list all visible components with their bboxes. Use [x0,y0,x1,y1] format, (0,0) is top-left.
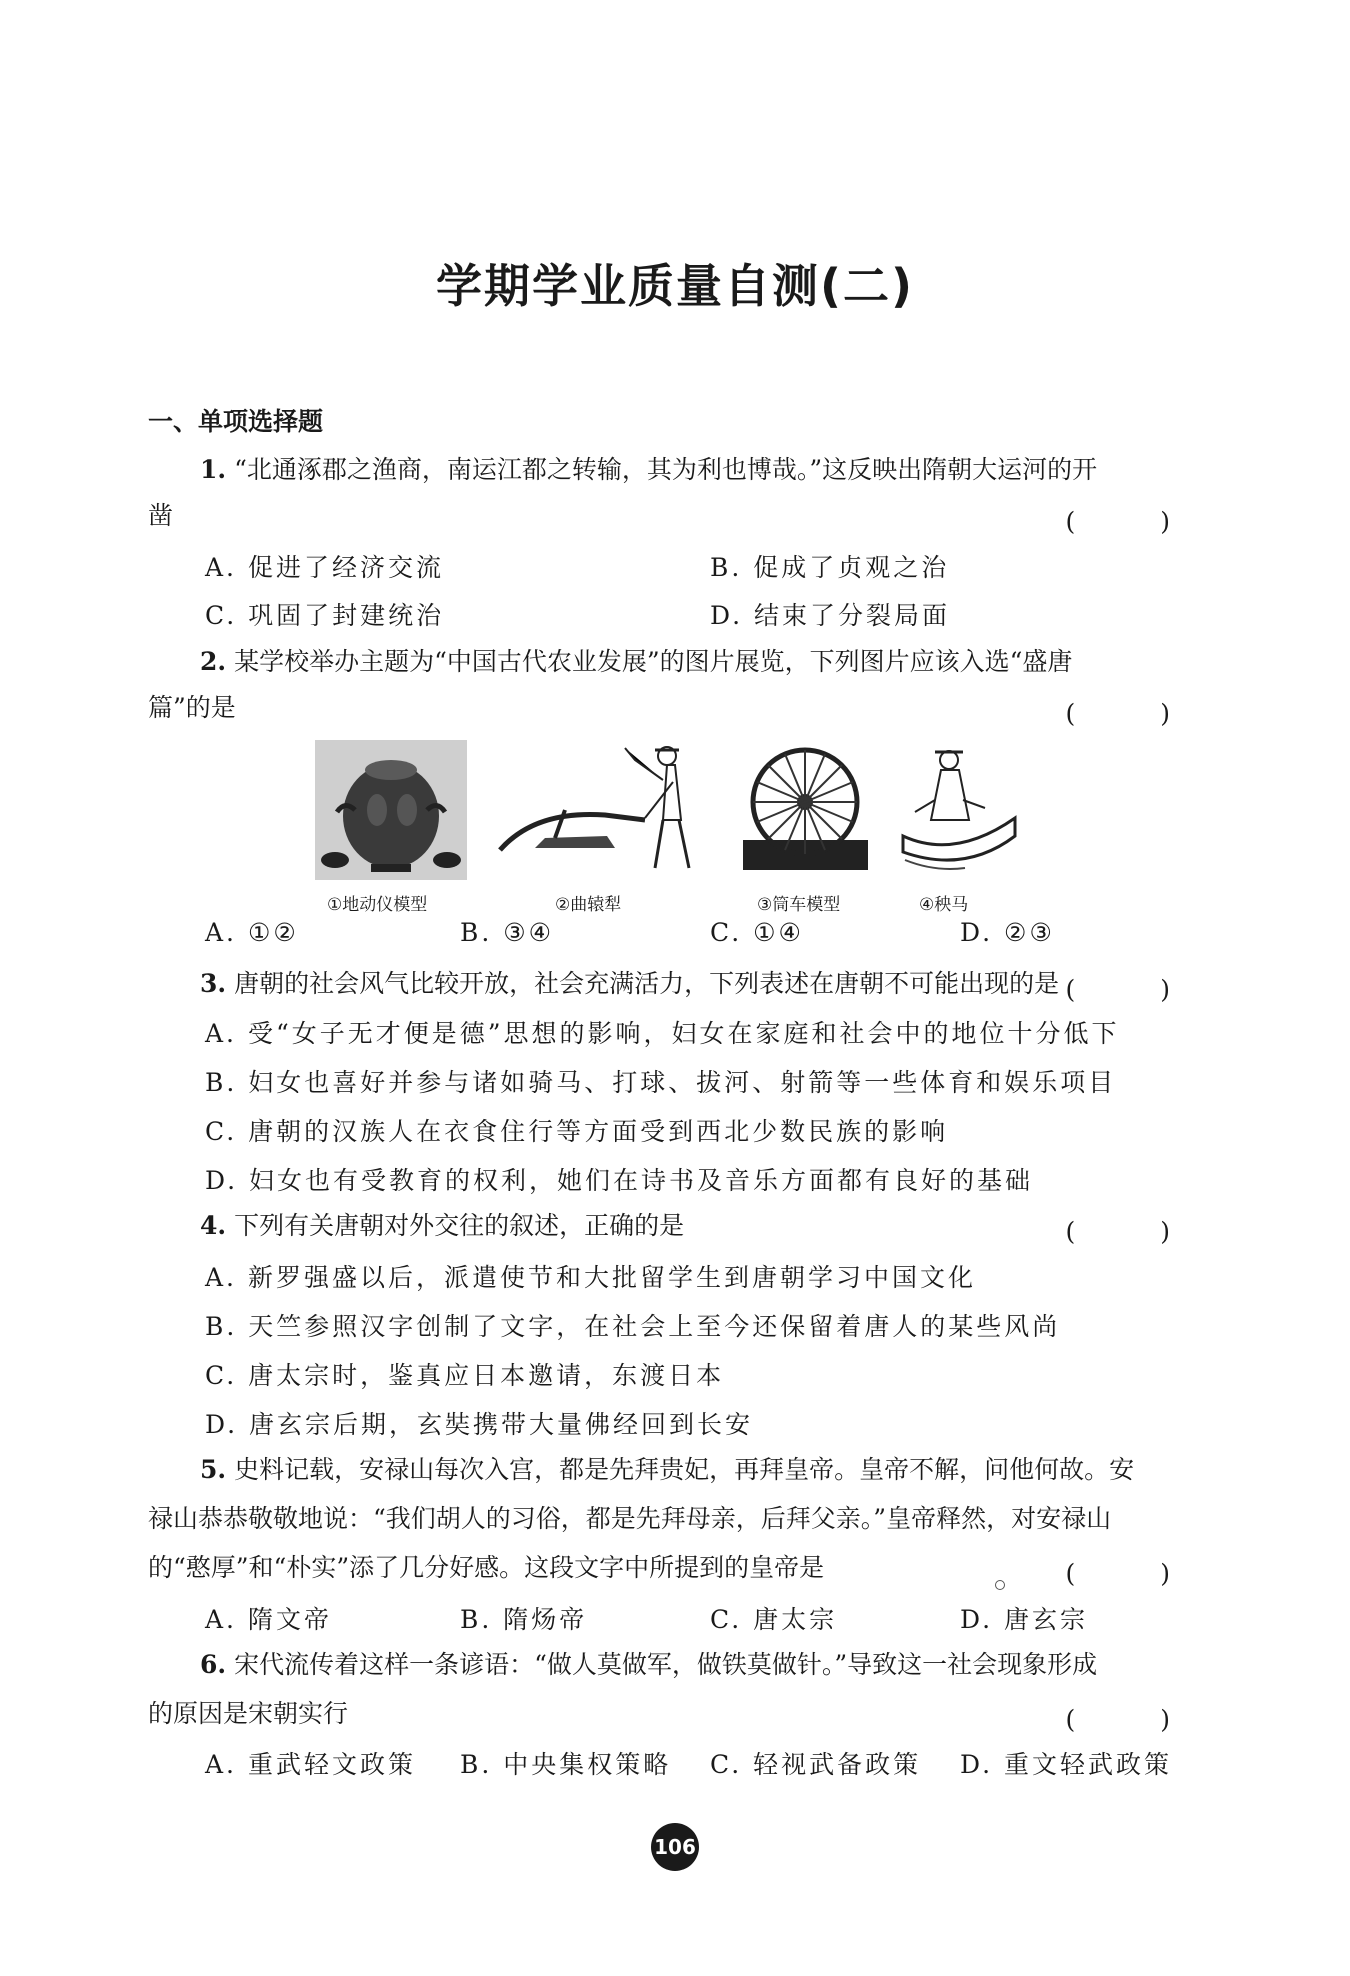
answer-blank-2[interactable]: ( ) [1065,699,1200,728]
question-1-text: “北通涿郡之渔商，南运江都之转输，其为利也博哉。”这反映出隋朝大运河的开 [234,455,1098,484]
question-6-stem-cont: 的原因是宋朝实行 [148,1699,349,1728]
q4-option-a[interactable]: A. 新罗强盛以后，派遣使节和大批留学生到唐朝学习中国文化 [205,1263,976,1292]
q2-option-b[interactable]: B. ③④ [460,918,555,947]
waterwheel-figure [743,740,868,915]
question-5-stem [200,1452,1134,1488]
question-5-stem-cont: 禄山恭恭敬敬地说：“我们胡人的习俗，都是先拜母亲，后拜父亲。”皇帝释然，对安禄山 [148,1504,1112,1533]
q2-option-c[interactable]: C. ①④ [710,918,804,947]
seismograph-icon [315,740,467,880]
figure-strip [315,740,1075,915]
page-number: 106 [651,1823,699,1871]
q5-option-b[interactable]: B. 隋炀帝 [460,1605,588,1634]
figure-4-caption: ④秧马 [919,895,969,915]
q6-option-a[interactable]: A. 重武轻文政策 [205,1750,416,1779]
question-6-text: 宋代流传着这样一条谚语：“做人莫做军，做铁莫做针。”导致这一社会现象形成 [234,1650,1098,1679]
seismograph-figure [315,740,467,915]
q3-option-b[interactable]: B. 妇女也喜好并参与诸如骑马、打球、拔河、射箭等一些体育和娱乐项目 [205,1068,1117,1097]
q5-option-c[interactable]: C. 唐太宗 [710,1605,838,1634]
answer-blank-5[interactable]: ( ) [1065,1559,1200,1588]
q6-option-d[interactable]: D. 重文轻武政策 [960,1750,1173,1779]
q6-option-b[interactable]: B. 中央集权策略 [460,1750,672,1779]
seedling-horse-figure [895,740,1025,915]
question-6-number: 6. [200,1650,227,1679]
question-4-stem [200,1208,684,1244]
q5-option-a[interactable]: A. 隋文帝 [205,1605,332,1634]
answer-blank-1[interactable]: ( ) [1065,507,1200,536]
waterwheel-icon [743,740,868,880]
section-heading: 一、单项选择题 [148,407,324,436]
plough-figure [495,740,725,915]
q1-option-b[interactable]: B. 促成了贞观之治 [710,553,950,582]
page-title: 学期学业质量自测(二) [435,259,915,313]
q5-option-d[interactable]: D. 唐玄宗 [960,1605,1089,1634]
q6-option-c[interactable]: C. 轻视武备政策 [710,1750,922,1779]
seedling-horse-icon [895,740,1025,880]
q4-option-c[interactable]: C. 唐太宗时，鉴真应日本邀请，东渡日本 [205,1361,725,1390]
question-1-number: 1. [200,455,227,484]
question-5-text: 史料记载，安禄山每次入宫，都是先拜贵妃，再拜皇帝。皇帝不解，问他何故。安 [234,1455,1135,1484]
q1-option-a[interactable]: A. 促进了经济交流 [205,553,444,582]
scan-mark [995,1580,1005,1590]
question-4-number: 4. [200,1211,227,1240]
question-4-text: 下列有关唐朝对外交往的叙述，正确的是 [234,1211,685,1240]
question-5-stem-cont-2: 的“憨厚”和“朴实”添了几分好感。这段文字中所提到的皇帝是 [148,1553,825,1582]
question-3-text: 唐朝的社会风气比较开放，社会充满活力，下列表述在唐朝不可能出现的是 [234,969,1060,998]
q3-option-d[interactable]: D. 妇女也有受教育的权利，她们在诗书及音乐方面都有良好的基础 [205,1166,1034,1195]
q2-option-a[interactable]: A. ①② [205,918,299,947]
question-5-number: 5. [200,1455,227,1484]
q3-option-c[interactable]: C. 唐朝的汉族人在衣食住行等方面受到西北少数民族的影响 [205,1117,949,1146]
question-2-stem-cont: 篇”的是 [148,693,236,722]
answer-blank-4[interactable]: ( ) [1065,1217,1200,1246]
answer-blank-3[interactable]: ( ) [1065,975,1200,1004]
plough-icon [495,740,725,880]
figure-2-caption: ②曲辕犁 [555,895,622,915]
question-2-stem [200,644,1072,680]
question-2-text: 某学校举办主题为“中国古代农业发展”的图片展览，下列图片应该入选“盛唐 [234,647,1073,676]
question-6-stem [200,1647,1097,1683]
q4-option-d[interactable]: D. 唐玄宗后期，玄奘携带大量佛经回到长安 [205,1410,754,1439]
q3-option-a[interactable]: A. 受“女子无才便是德”思想的影响，妇女在家庭和社会中的地位十分低下 [205,1019,1120,1048]
q1-option-c[interactable]: C. 巩固了封建统治 [205,601,445,630]
question-3-stem [200,966,1059,1002]
q4-option-b[interactable]: B. 天竺参照汉字创制了文字，在社会上至今还保留着唐人的某些风尚 [205,1312,1061,1341]
question-1-stem-cont: 凿 [148,501,174,530]
answer-blank-6[interactable]: ( ) [1065,1705,1200,1734]
question-3-number: 3. [200,969,227,998]
question-1-stem [200,452,1097,488]
q1-option-d[interactable]: D. 结束了分裂局面 [710,601,951,630]
q2-option-d[interactable]: D. ②③ [960,918,1055,947]
figure-1-caption: ①地动仪模型 [327,895,428,915]
figure-3-caption: ③筒车模型 [757,895,841,915]
question-2-number: 2. [200,647,227,676]
